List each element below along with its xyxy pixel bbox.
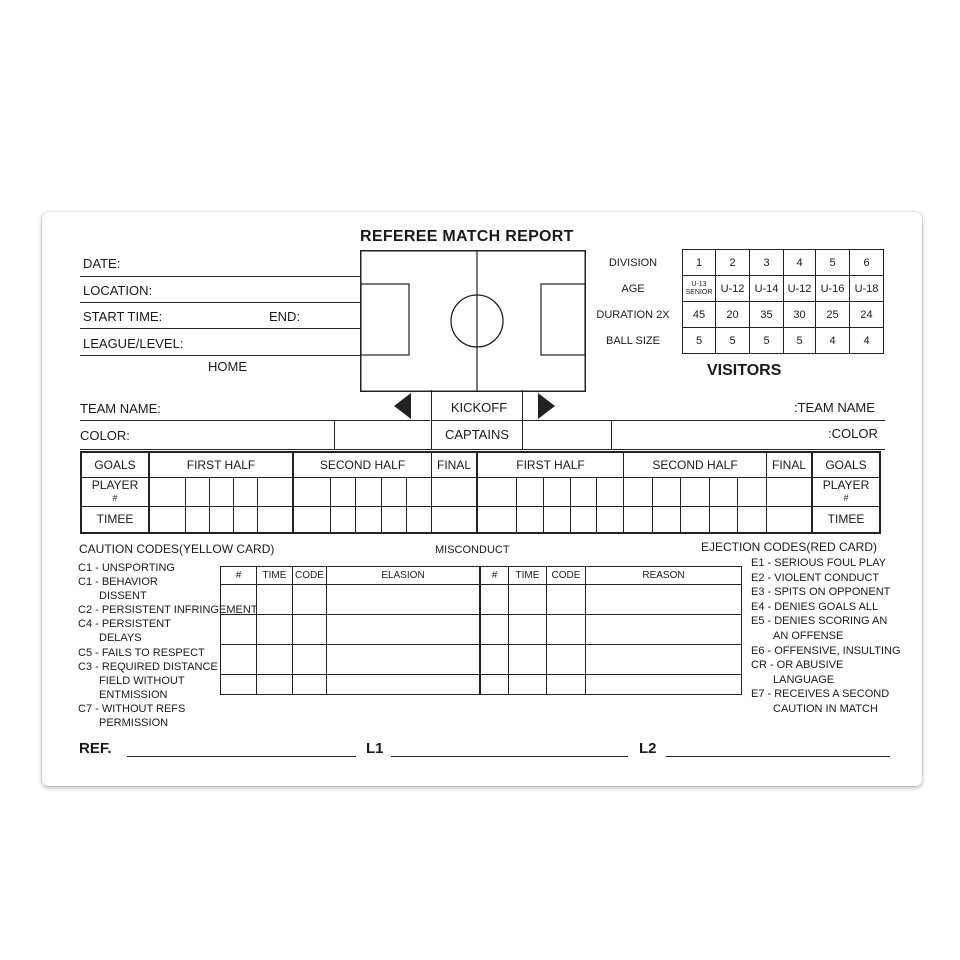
caution-line: FIELD WITHOUT bbox=[99, 674, 185, 687]
time-cell[interactable] bbox=[738, 506, 767, 533]
player-text: PLAYER bbox=[91, 478, 139, 492]
time-cell[interactable] bbox=[257, 506, 293, 533]
time-cell[interactable] bbox=[544, 506, 571, 533]
end-label: END: bbox=[269, 309, 301, 324]
ball-size-cell: 5 bbox=[683, 328, 716, 354]
color-left-divider bbox=[334, 420, 335, 449]
misconduct-header: TIME bbox=[257, 567, 293, 585]
start-time-line[interactable] bbox=[80, 328, 360, 329]
misconduct-header: # bbox=[480, 567, 509, 585]
time-cell[interactable] bbox=[149, 506, 185, 533]
league-level-label: LEAGUE/LEVEL: bbox=[83, 336, 184, 351]
ejection-line: E5 - DENIES SCORING AN bbox=[751, 615, 888, 628]
duration-cell: 35 bbox=[750, 302, 784, 328]
ball-size-cell: 5 bbox=[784, 328, 816, 354]
visitors-label: VISITORS bbox=[707, 362, 782, 379]
player-label-right bbox=[812, 477, 880, 506]
ejection-line: LANGUAGE bbox=[773, 673, 835, 686]
ejection-heading: EJECTION CODES(RED CARD) bbox=[701, 540, 878, 554]
misconduct-cell[interactable] bbox=[327, 585, 481, 615]
time-cell[interactable] bbox=[570, 506, 597, 533]
time-cell[interactable] bbox=[709, 506, 738, 533]
final-header-right: FINAL bbox=[767, 452, 813, 477]
second-half-header-left: SECOND HALF bbox=[293, 452, 432, 477]
ball-size-label: BALL SIZE bbox=[605, 334, 660, 347]
goal-cell[interactable] bbox=[233, 477, 257, 506]
goal-cell[interactable] bbox=[570, 477, 597, 506]
team-name-right-line[interactable] bbox=[523, 420, 885, 421]
caution-line: C7 - WITHOUT REFS bbox=[78, 702, 186, 715]
kickoff-divider bbox=[431, 420, 523, 421]
division-col-3: 3 bbox=[750, 250, 784, 276]
misconduct-cell[interactable] bbox=[257, 645, 293, 675]
color-left-label: COLOR: bbox=[80, 428, 130, 443]
misconduct-header: # bbox=[221, 567, 257, 585]
misconduct-cell[interactable] bbox=[293, 615, 327, 645]
player-mark: # bbox=[843, 493, 849, 503]
start-time-label: START TIME: bbox=[83, 309, 163, 324]
ball-size-cell: 5 bbox=[716, 328, 750, 354]
player-text: PLAYER bbox=[822, 478, 870, 492]
misconduct-cell[interactable] bbox=[509, 615, 547, 645]
misconduct-cell[interactable] bbox=[293, 645, 327, 675]
field-diagram-icon bbox=[360, 250, 586, 392]
captains-label: CAPTAINS bbox=[444, 427, 510, 442]
date-line[interactable] bbox=[80, 276, 360, 277]
misconduct-cell[interactable] bbox=[221, 585, 257, 615]
ejection-list bbox=[751, 556, 901, 717]
goal-cell[interactable] bbox=[381, 477, 406, 506]
misconduct-cell[interactable] bbox=[327, 675, 481, 695]
age-cell: U-13 SENIOR bbox=[683, 276, 716, 302]
duration-label: DURATION 2X bbox=[596, 308, 670, 321]
final-cell[interactable] bbox=[767, 506, 813, 533]
caution-line: C2 - PERSISTENT INFRINGEMENT bbox=[78, 604, 258, 617]
age-label: AGE bbox=[621, 282, 645, 295]
age-cell: U-12 bbox=[716, 276, 750, 302]
kickoff-label: KICKOFF bbox=[450, 400, 508, 415]
goal-cell[interactable] bbox=[681, 477, 710, 506]
final-cell[interactable] bbox=[432, 477, 478, 506]
goals-table bbox=[80, 451, 881, 534]
duration-cell: 45 bbox=[683, 302, 716, 328]
misconduct-cell[interactable] bbox=[327, 615, 481, 645]
ejection-line: CR - OR ABUSIVE bbox=[751, 659, 844, 672]
age-cell: U-16 bbox=[816, 276, 850, 302]
duration-cell: 20 bbox=[716, 302, 750, 328]
misconduct-cell[interactable] bbox=[547, 645, 586, 675]
duration-cell: 24 bbox=[850, 302, 884, 328]
final-header-left: FINAL bbox=[432, 452, 478, 477]
goal-cell[interactable] bbox=[293, 477, 331, 506]
time-cell[interactable] bbox=[293, 506, 331, 533]
misconduct-header: CODE bbox=[293, 567, 327, 585]
goal-cell[interactable] bbox=[709, 477, 738, 506]
l2-label: L2 bbox=[639, 740, 657, 757]
l2-signature-line[interactable] bbox=[666, 756, 890, 757]
report-title: REFEREE MATCH REPORT bbox=[360, 228, 574, 245]
time-cell[interactable] bbox=[624, 506, 653, 533]
misconduct-cell[interactable] bbox=[293, 585, 327, 615]
misconduct-header: TIME bbox=[509, 567, 547, 585]
misconduct-cell[interactable] bbox=[221, 645, 257, 675]
time-label-right: TIMEE bbox=[812, 506, 880, 533]
duration-cell: 25 bbox=[816, 302, 850, 328]
age-cell: U-18 bbox=[850, 276, 884, 302]
player-mark: # bbox=[112, 493, 118, 503]
goal-cell[interactable] bbox=[624, 477, 653, 506]
goal-cell[interactable] bbox=[149, 477, 185, 506]
misconduct-cell[interactable] bbox=[327, 645, 481, 675]
goal-cell[interactable] bbox=[597, 477, 624, 506]
referee-report-card bbox=[42, 212, 922, 786]
misconduct-cell[interactable] bbox=[257, 585, 293, 615]
time-cell[interactable] bbox=[406, 506, 431, 533]
time-label-left: TIMEE bbox=[81, 506, 149, 533]
goal-cell[interactable] bbox=[517, 477, 544, 506]
goal-cell[interactable] bbox=[331, 477, 356, 506]
ball-size-cell: 4 bbox=[816, 328, 850, 354]
time-cell[interactable] bbox=[209, 506, 233, 533]
misconduct-cell[interactable] bbox=[293, 675, 327, 695]
caution-heading: CAUTION CODES(YELLOW CARD) bbox=[79, 542, 275, 556]
misconduct-cell[interactable] bbox=[480, 675, 509, 695]
ref-signature-line[interactable] bbox=[127, 756, 356, 757]
ejection-line: E1 - SERIOUS FOUL PLAY bbox=[751, 557, 887, 569]
misconduct-header: CODE bbox=[547, 567, 586, 585]
caution-line: C5 - FAILS TO RESPECT bbox=[78, 646, 205, 659]
ejection-line: E2 - VIOLENT CONDUCT bbox=[751, 571, 880, 584]
caution-line: DISSENT bbox=[99, 590, 147, 603]
league-level-line[interactable] bbox=[80, 355, 360, 356]
caution-line: C4 - PERSISTENT bbox=[78, 618, 171, 631]
goals-header-left: GOALS bbox=[81, 452, 149, 477]
color-right-divider bbox=[611, 420, 612, 449]
location-label: LOCATION: bbox=[83, 283, 153, 298]
time-cell[interactable] bbox=[477, 506, 517, 533]
arrow-right-icon[interactable] bbox=[538, 393, 556, 419]
misconduct-cell[interactable] bbox=[586, 615, 742, 645]
goal-cell[interactable] bbox=[544, 477, 571, 506]
goal-cell[interactable] bbox=[477, 477, 517, 506]
goal-cell[interactable] bbox=[185, 477, 209, 506]
time-cell[interactable] bbox=[517, 506, 544, 533]
division-table bbox=[584, 249, 884, 354]
ejection-line: E6 - OFFENSIVE, INSULTING bbox=[751, 644, 901, 657]
goal-cell[interactable] bbox=[406, 477, 431, 506]
division-col-6: 6 bbox=[850, 250, 884, 276]
division-col-4: 4 bbox=[784, 250, 816, 276]
goal-cell[interactable] bbox=[738, 477, 767, 506]
caution-line: ENTMISSION bbox=[99, 688, 168, 701]
time-cell[interactable] bbox=[381, 506, 406, 533]
ball-size-cell: 5 bbox=[750, 328, 784, 354]
misconduct-cell[interactable] bbox=[547, 675, 586, 695]
home-label: HOME bbox=[208, 359, 247, 374]
time-cell[interactable] bbox=[331, 506, 356, 533]
age-cell: U-12 bbox=[784, 276, 816, 302]
ejection-line: E7 - RECEIVES A SECOND bbox=[751, 688, 890, 701]
second-half-header-right: SECOND HALF bbox=[624, 452, 767, 477]
misconduct-cell[interactable] bbox=[257, 615, 293, 645]
time-cell[interactable] bbox=[356, 506, 381, 533]
goal-cell[interactable] bbox=[356, 477, 381, 506]
misconduct-cell[interactable] bbox=[480, 585, 509, 615]
final-cell[interactable] bbox=[767, 477, 813, 506]
goal-cell[interactable] bbox=[257, 477, 293, 506]
first-half-header-left: FIRST HALF bbox=[149, 452, 293, 477]
misconduct-cell[interactable] bbox=[586, 585, 742, 615]
team-name-left-line[interactable] bbox=[80, 420, 430, 421]
date-label: DATE: bbox=[83, 256, 121, 271]
caution-line: C1 - BEHAVIOR bbox=[78, 576, 158, 589]
ref-label: REF. bbox=[79, 740, 112, 757]
misconduct-cell[interactable] bbox=[480, 615, 509, 645]
caution-line: C1 - UNSPORTING bbox=[78, 562, 175, 574]
time-cell[interactable] bbox=[681, 506, 710, 533]
ejection-line: E4 - DENIES GOALS ALL bbox=[751, 600, 879, 613]
misconduct-cell[interactable] bbox=[547, 585, 586, 615]
misconduct-cell[interactable] bbox=[547, 615, 586, 645]
time-cell[interactable] bbox=[233, 506, 257, 533]
l1-signature-line[interactable] bbox=[391, 756, 628, 757]
misconduct-cell[interactable] bbox=[509, 585, 547, 615]
misconduct-cell[interactable] bbox=[586, 645, 742, 675]
ejection-line: CAUTION IN MATCH bbox=[773, 702, 878, 715]
time-cell[interactable] bbox=[185, 506, 209, 533]
goal-cell[interactable] bbox=[652, 477, 681, 506]
misconduct-table bbox=[220, 566, 742, 695]
misconduct-cell[interactable] bbox=[221, 675, 257, 695]
caution-line: PERMISSION bbox=[99, 717, 169, 730]
misconduct-cell[interactable] bbox=[221, 615, 257, 645]
misconduct-header: ELASION bbox=[327, 567, 481, 585]
division-header: DIVISION bbox=[608, 256, 658, 269]
first-half-header-right: FIRST HALF bbox=[477, 452, 624, 477]
caution-line: DELAYS bbox=[99, 632, 142, 645]
duration-cell: 30 bbox=[784, 302, 816, 328]
misconduct-cell[interactable] bbox=[480, 645, 509, 675]
division-col-5: 5 bbox=[816, 250, 850, 276]
misconduct-header: REASON bbox=[586, 567, 742, 585]
goal-cell[interactable] bbox=[209, 477, 233, 506]
ejection-line: E3 - SPITS ON OPPONENT bbox=[751, 586, 891, 599]
misconduct-heading: MISCONDUCT bbox=[435, 544, 510, 556]
arrow-left-icon[interactable] bbox=[394, 393, 412, 419]
color-line[interactable] bbox=[80, 449, 885, 450]
team-name-right-label: :TEAM NAME bbox=[794, 400, 875, 415]
division-col-2: 2 bbox=[716, 250, 750, 276]
misconduct-cell[interactable] bbox=[509, 645, 547, 675]
ball-size-cell: 4 bbox=[850, 328, 884, 354]
final-cell[interactable] bbox=[432, 506, 478, 533]
goals-header-right: GOALS bbox=[812, 452, 880, 477]
time-cell[interactable] bbox=[652, 506, 681, 533]
caution-line: C3 - REQUIRED DISTANCE bbox=[78, 660, 218, 673]
misconduct-cell[interactable] bbox=[509, 675, 547, 695]
team-name-left-label: TEAM NAME: bbox=[80, 401, 161, 416]
ejection-line: AN OFFENSE bbox=[773, 629, 844, 642]
color-right-label: :COLOR bbox=[828, 426, 878, 441]
age-cell: U-14 bbox=[750, 276, 784, 302]
division-col-1: 1 bbox=[683, 250, 716, 276]
time-cell[interactable] bbox=[597, 506, 624, 533]
location-line[interactable] bbox=[80, 302, 360, 303]
player-label-left bbox=[81, 477, 149, 506]
misconduct-cell[interactable] bbox=[586, 675, 742, 695]
l1-label: L1 bbox=[366, 740, 384, 757]
misconduct-cell[interactable] bbox=[257, 675, 293, 695]
